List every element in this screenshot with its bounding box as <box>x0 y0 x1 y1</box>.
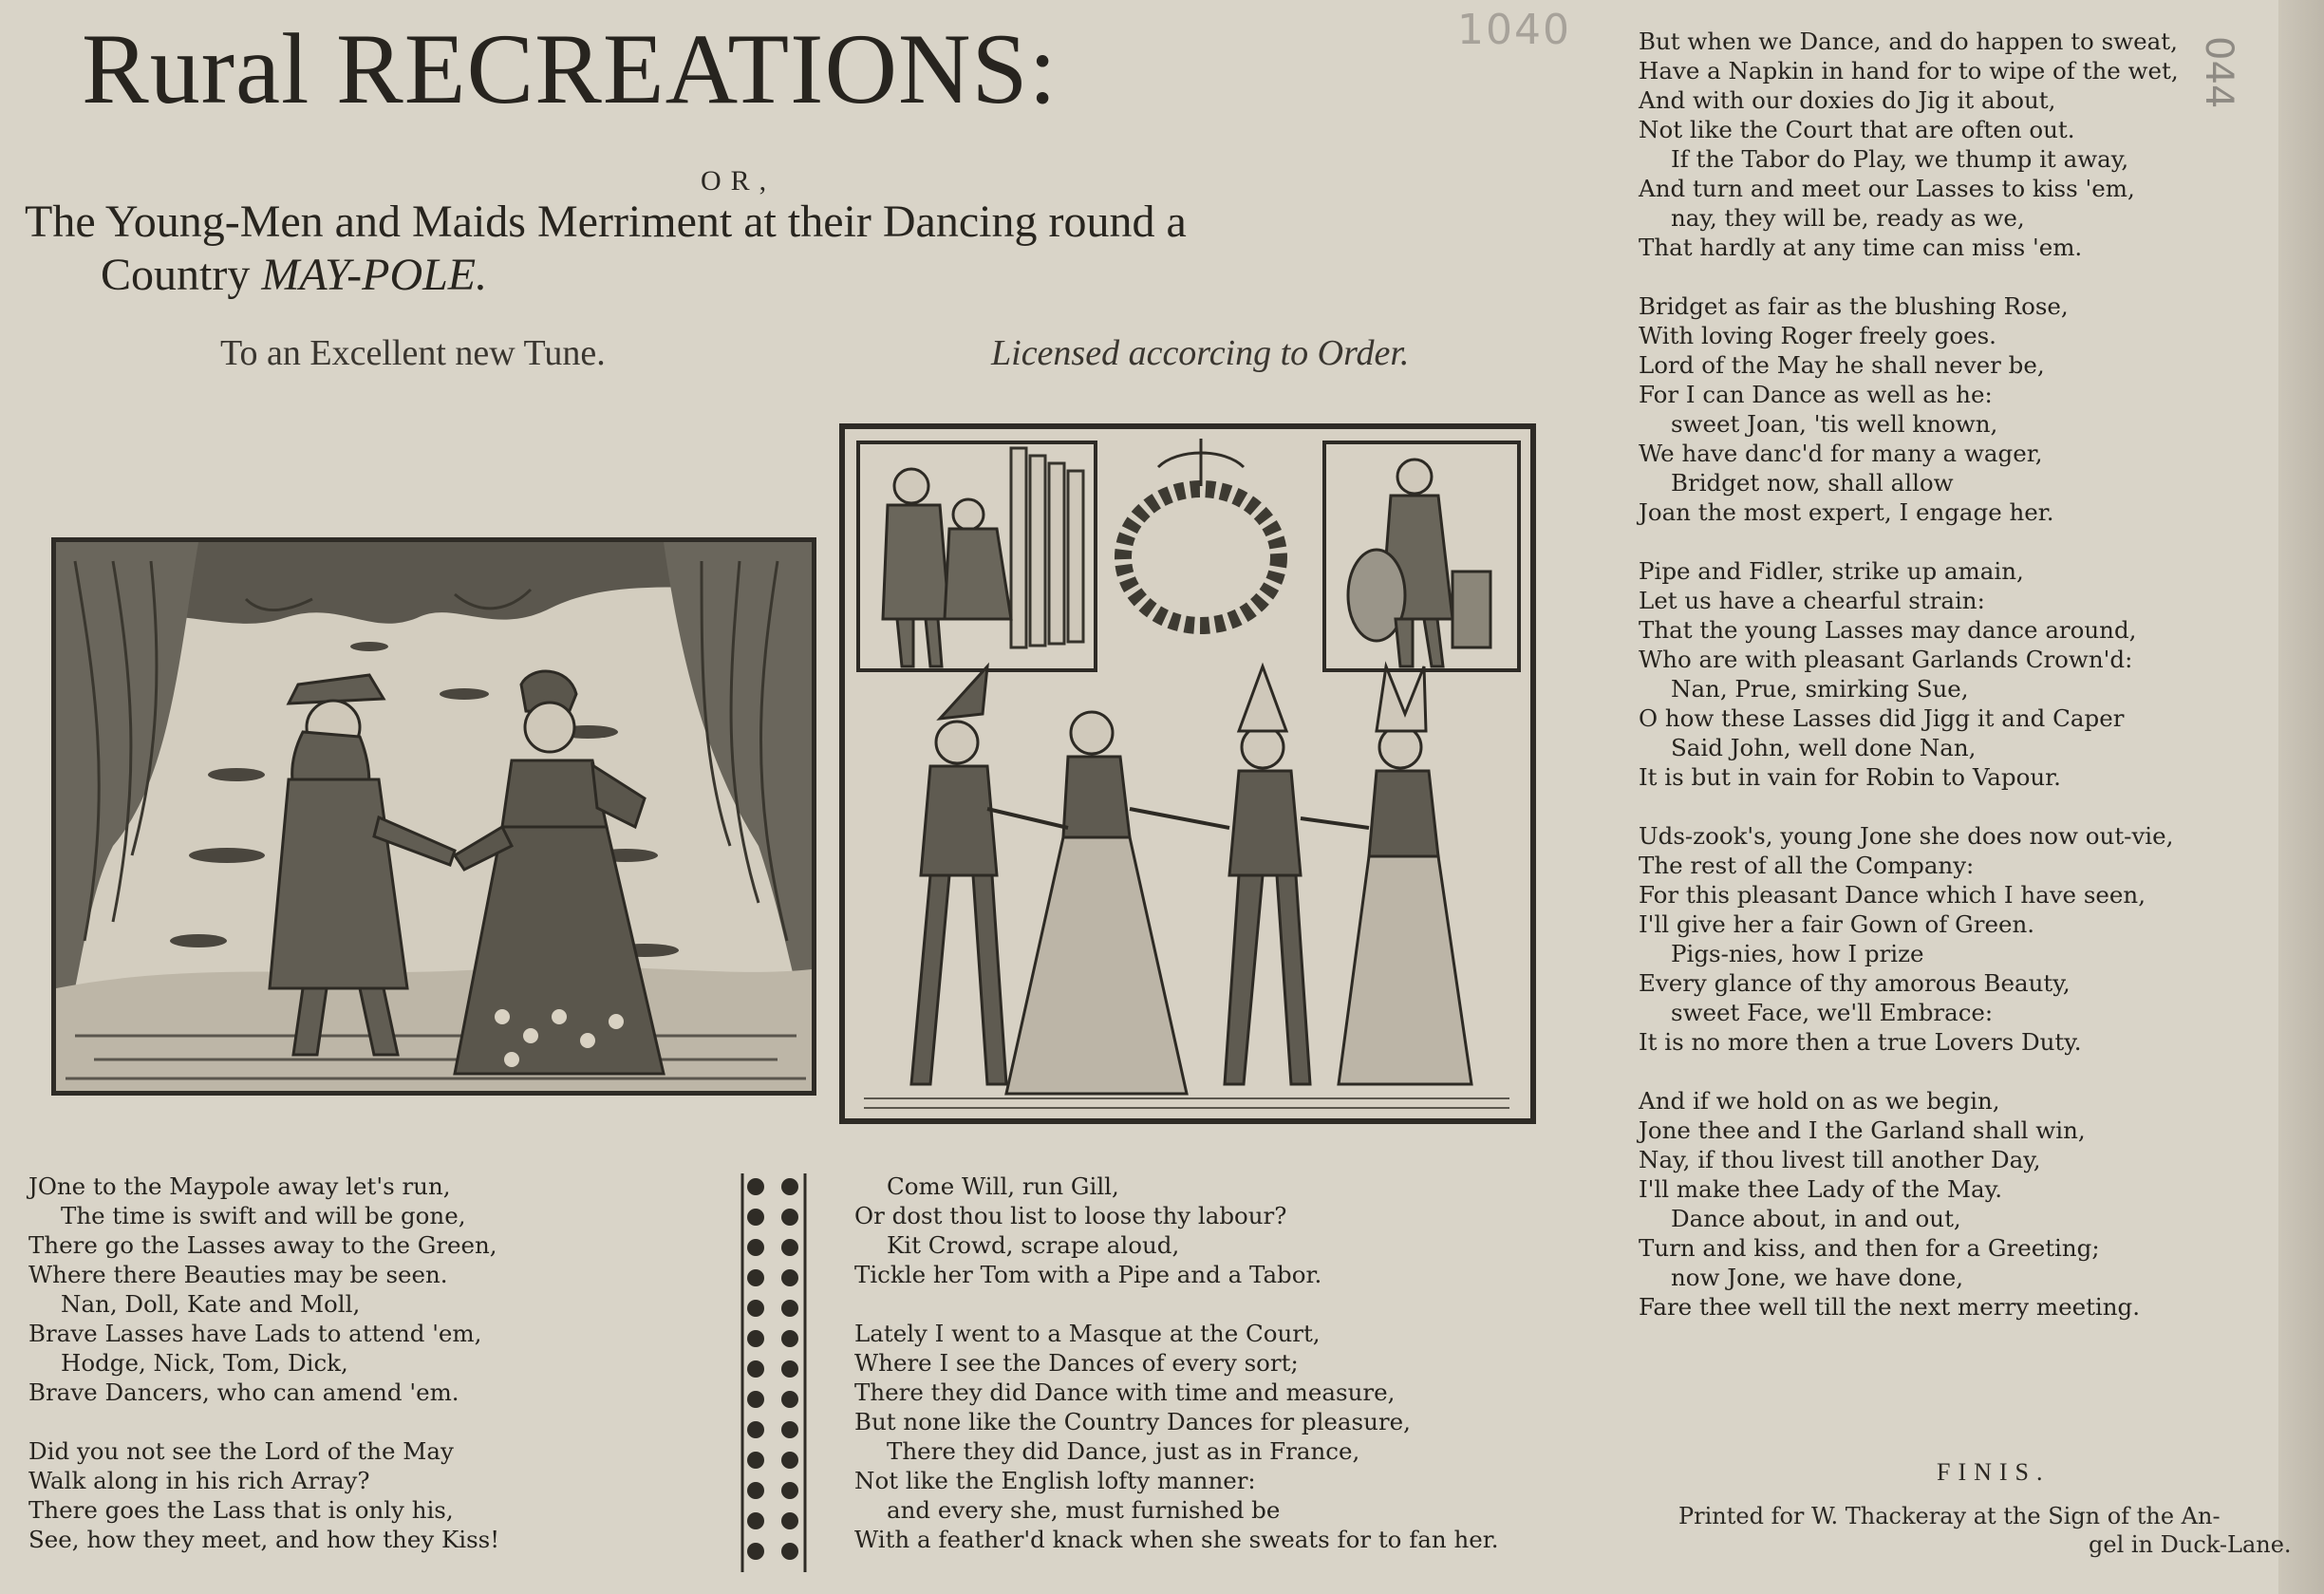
verse-line: Have a Napkin in hand for to wipe of the wet, <box>1639 57 2179 84</box>
verse-line: Did you not see the Lord of the May <box>28 1437 454 1465</box>
verse-line: With loving Roger freely goes. <box>1639 322 1996 349</box>
verse-line: I'll give her a fair Gown of Green. <box>1639 910 2035 938</box>
subtitle-line-1: The Young-Men and Maids Merriment at their Dancing round a <box>25 197 1187 247</box>
page-title: Rural RECREATIONS: <box>82 13 1058 124</box>
verse-line: Tickle her Tom with a Pipe and a Tabor. <box>854 1261 1322 1288</box>
verse-column-right <box>1639 27 2179 1322</box>
verse-line: There goes the Lass that is only his, <box>28 1496 454 1524</box>
fleuron-border <box>737 1173 811 1572</box>
verse-line: Walk along in his rich Array? <box>28 1467 370 1494</box>
verse-line: Bridget as fair as the blushing Rose, <box>1639 292 2069 320</box>
verse-line: Bridget now, shall allow <box>1671 469 1954 497</box>
verse-line: Turn and kiss, and then for a Greeting; <box>1639 1234 2100 1262</box>
verse-line: Nay, if thou livest till another Day, <box>1639 1146 2041 1173</box>
verse-line: Kit Crowd, scrape aloud, <box>887 1231 1180 1259</box>
verse-line: Nan, Prue, smirking Sue, <box>1671 675 1969 703</box>
verse-line: sweet Face, we'll Embrace: <box>1671 999 1994 1026</box>
verse-line: That hardly at any time can miss 'em. <box>1639 234 2083 261</box>
woodcut-dancers <box>839 423 1536 1124</box>
verse-line: Every glance of thy amorous Beauty, <box>1639 969 2071 997</box>
verse-line: Where I see the Dances of every sort; <box>854 1349 1299 1377</box>
verse-line: Not like the Court that are often out. <box>1639 116 2075 143</box>
stanza-gap <box>28 1407 499 1436</box>
verse-line: Not like the English lofty manner: <box>854 1467 1256 1494</box>
verse-line: sweet Joan, 'tis well known, <box>1671 410 1998 438</box>
verse-line: And if we hold on as we begin, <box>1639 1087 2000 1115</box>
verse-line: Joan the most expert, I engage her. <box>1639 498 2054 526</box>
verse-line: now Jone, we have done, <box>1671 1264 1963 1291</box>
subtitle-country: Country <box>101 250 251 300</box>
verse-line: Jone thee and I the Garland shall win, <box>1639 1116 2086 1144</box>
verse-line: Brave Lasses have Lads to attend 'em, <box>28 1320 482 1347</box>
verse-line: See, how they meet, and how they Kiss! <box>28 1526 500 1553</box>
verse-line: Said John, well done Nan, <box>1671 734 1977 761</box>
stanza-gap <box>1639 262 2179 291</box>
woodcut-dancers-illustration <box>845 429 1530 1118</box>
archive-pencil-mark: 1040 <box>1457 6 1571 54</box>
verse-line: It is but in vain for Robin to Vapour. <box>1639 763 2061 791</box>
verse-line: That the young Lasses may dance around, <box>1639 616 2137 644</box>
verse-line: For I can Dance as well as he: <box>1639 381 1993 408</box>
verse-line: and every she, must furnished be <box>887 1496 1281 1524</box>
verse-line: Or dost thou list to loose thy labour? <box>854 1202 1287 1229</box>
verse-line: But none like the Country Dances for pleasure, <box>854 1408 1411 1435</box>
verse-line: And with our doxies do Jig it about, <box>1639 86 2056 114</box>
verse-line: Uds-zook's, young Jone she does now out-vie, <box>1639 822 2174 850</box>
verse-line: JOne to the Maypole away let's run, <box>28 1172 451 1200</box>
stanza-gap <box>854 1289 1499 1319</box>
tune-note: To an Excellent new Tune. <box>220 333 606 373</box>
verse-line: There go the Lasses away to the Green, <box>28 1231 497 1259</box>
verse-line: Pipe and Fidler, strike up amain, <box>1639 557 2024 585</box>
verse-line: It is no more then a true Lovers Duty. <box>1639 1028 2082 1056</box>
verse-column-left <box>28 1172 499 1554</box>
fleuron-ornament-icon <box>737 1173 811 1572</box>
verse-line: And turn and meet our Lasses to kiss 'em, <box>1639 175 2135 202</box>
verse-line: Who are with pleasant Garlands Crown'd: <box>1639 646 2133 673</box>
subtitle-line-2 <box>25 249 1582 302</box>
verse-line: nay, they will be, ready as we, <box>1671 204 2025 232</box>
imprint-line-1: Printed for W. Thackeray at the Sign of the An- <box>1678 1503 2221 1529</box>
verse-column-middle <box>854 1172 1499 1554</box>
verse-line: The rest of all the Company: <box>1639 852 1975 879</box>
verse-line: With a feather'd knack when she sweats for to fan her. <box>854 1526 1499 1553</box>
verse-line: But when we Dance, and do happen to sweat, <box>1639 28 2178 55</box>
finis: FINIS. <box>1937 1458 2051 1486</box>
verse-line: We have danc'd for many a wager, <box>1639 440 2043 467</box>
verse-line: Where there Beauties may be seen. <box>28 1261 448 1288</box>
stanza-gap <box>1639 1057 2179 1086</box>
verse-line: Lately I went to a Masque at the Court, <box>854 1320 1321 1347</box>
subtitle-maypole: MAY-POLE. <box>261 250 488 300</box>
printer-imprint <box>1678 1502 2315 1559</box>
verse-line: Pigs-nies, how I prize <box>1671 940 1924 967</box>
subtitle <box>25 196 1582 302</box>
license-note: Licensed accorcing to Order. <box>991 333 1410 373</box>
woodcut-couple <box>51 537 816 1096</box>
verse-line: For this pleasant Dance which I have seen, <box>1639 881 2146 909</box>
folio-number: 044 <box>2197 36 2240 109</box>
verse-line: There they did Dance with time and measure, <box>854 1378 1396 1406</box>
verse-line: Dance about, in and out, <box>1671 1205 1961 1232</box>
verse-line: Fare thee well till the next merry meeting. <box>1639 1293 2141 1321</box>
verse-line: Brave Dancers, who can amend 'em. <box>28 1378 459 1406</box>
verse-line: The time is swift and will be gone, <box>61 1202 466 1229</box>
verse-line: Nan, Doll, Kate and Moll, <box>61 1290 361 1318</box>
stanza-gap <box>1639 527 2179 556</box>
imprint-line-2: gel in Duck-Lane. <box>2089 1531 2292 1558</box>
page-crease <box>2278 0 2324 1594</box>
verse-line: There they did Dance, just as in France, <box>887 1437 1360 1465</box>
stanza-gap <box>1639 792 2179 821</box>
verse-line: Let us have a chearful strain: <box>1639 587 1985 614</box>
verse-line: Come Will, run Gill, <box>887 1172 1119 1200</box>
verse-line: O how these Lasses did Jigg it and Caper <box>1639 704 2125 732</box>
verse-line: I'll make thee Lady of the May. <box>1639 1175 2003 1203</box>
verse-line: Lord of the May he shall never be, <box>1639 351 2045 379</box>
verse-line: Hodge, Nick, Tom, Dick, <box>61 1349 348 1377</box>
verse-line: If the Tabor do Play, we thump it away, <box>1671 145 2129 173</box>
woodcut-couple-illustration <box>56 542 812 1091</box>
title-or: OR, <box>701 165 777 197</box>
